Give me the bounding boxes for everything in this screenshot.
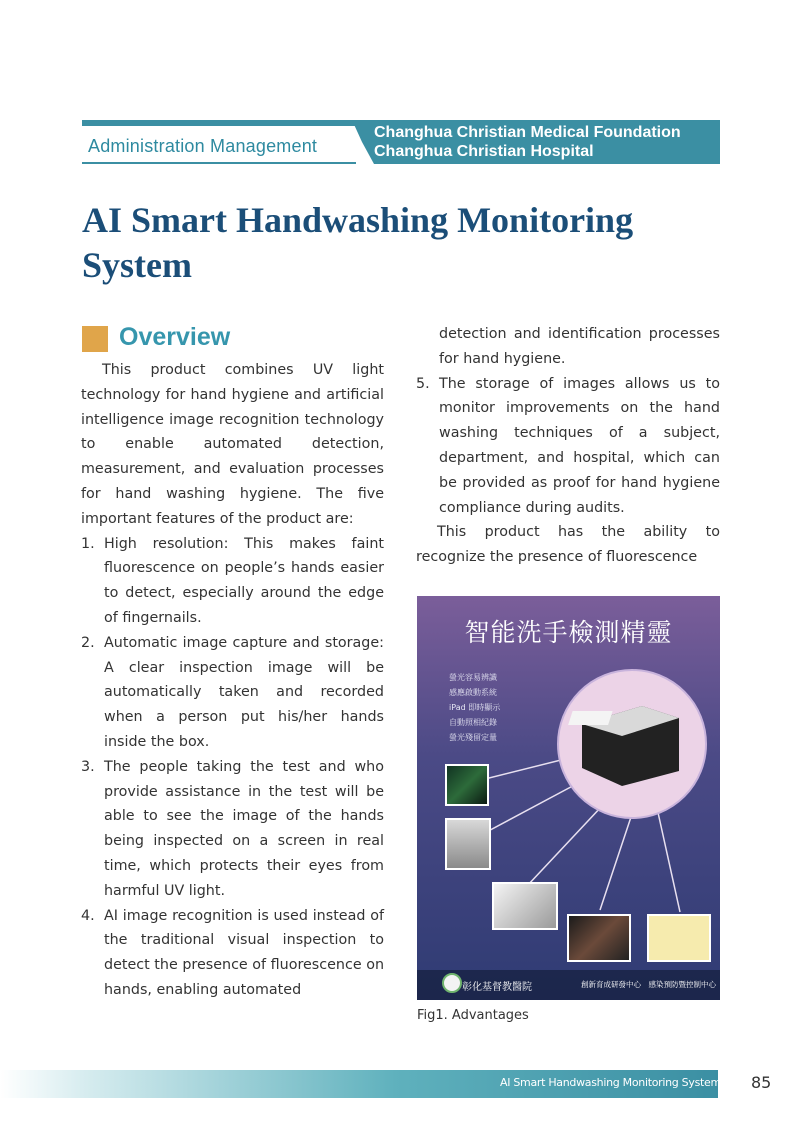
figure-title: 智能洗手檢測精靈 xyxy=(464,618,673,647)
feature-text: detection and identification processes for hand hygiene. xyxy=(439,326,720,367)
feature-item xyxy=(81,532,384,631)
closing-paragraph: This product has the ability to recognize the presence of fluorescence xyxy=(416,524,720,566)
feature-item xyxy=(81,904,384,1003)
feature-item xyxy=(81,755,384,904)
feature-item-continued xyxy=(416,322,720,372)
figure-feature: 螢光容易辨識 xyxy=(449,673,497,682)
hospital-logo-text: 彰化基督教醫院 xyxy=(462,982,532,993)
feature-number: 1. xyxy=(81,535,95,552)
feature-list xyxy=(81,532,384,1003)
advantages-figure xyxy=(417,596,720,1000)
figure-centers-text: 創新育成研發中心 感染預防暨控制中心 xyxy=(581,980,716,989)
overview-marker-icon xyxy=(82,326,108,352)
overview-intro: This product combines UV light technology for hand hygiene and artificial intelligence image recognition technology to enable automated detection, measurement, and evaluation processes for hand washing hygiene. The five important features of the product are: xyxy=(81,362,384,527)
section-label: Administration Management xyxy=(88,136,318,156)
feature-text: High resolution: This makes faint fluorescence on people’s hands easier to detect, especially around the edge of fingernails. xyxy=(104,535,384,626)
feature-text: Automatic image capture and storage: A clear inspection image will be automatically taken and recorded when a person put his/her hands inside the box. xyxy=(104,634,384,750)
figure-feature: 感應啟動系統 xyxy=(449,688,497,697)
feature-text: The storage of images allows us to monitor improvements on the hand washing techniques of a subject, department, and hospital, which can be provided as proof for hand hygiene compliance during audits. xyxy=(439,375,720,516)
figure-feature: 自動照相紀錄 xyxy=(449,718,497,727)
feature-text: AI image recognition is used instead of the traditional visual inspection to detect the presence of fluorescence on hands, enabling automated xyxy=(104,907,384,998)
footer-running-title: AI Smart Handwashing Monitoring System xyxy=(500,1076,721,1089)
org-name-hospital: Changhua Christian Hospital xyxy=(374,143,594,160)
page-title: AI Smart Handwashing Monitoring System xyxy=(82,200,634,285)
hospital-logo-icon xyxy=(442,973,462,993)
page-number: 85 xyxy=(751,1073,772,1092)
feature-list-continued xyxy=(416,322,720,520)
feature-number: 5. xyxy=(416,375,430,392)
operator-thumbnail xyxy=(445,818,491,870)
feature-item xyxy=(81,631,384,755)
feature-number: 2. xyxy=(81,634,95,651)
device-detail-thumbnail xyxy=(492,882,558,930)
left-column xyxy=(81,358,384,1003)
feature-number: 3. xyxy=(81,758,95,775)
feature-text: The people taking the test and who provide assistance in the test will be able to see the image of the hands being inspected on a screen in real time, which protects their eyes from harmful UV light. xyxy=(104,758,384,899)
feature-item xyxy=(416,372,720,521)
hand-outline-thumbnail xyxy=(647,914,711,962)
overview-heading: Overview xyxy=(119,323,231,351)
hands-image-thumbnail xyxy=(567,914,631,962)
fluorescent-hands-thumbnail xyxy=(445,764,489,806)
figure-feature: 螢光殘留定量 xyxy=(449,733,497,742)
figure-feature: iPad 即時顯示 xyxy=(449,703,501,712)
right-column xyxy=(416,322,720,570)
figure-caption: Fig1. Advantages xyxy=(417,1008,529,1023)
feature-number: 4. xyxy=(81,907,95,924)
org-name-foundation: Changhua Christian Medical Foundation xyxy=(374,124,681,141)
